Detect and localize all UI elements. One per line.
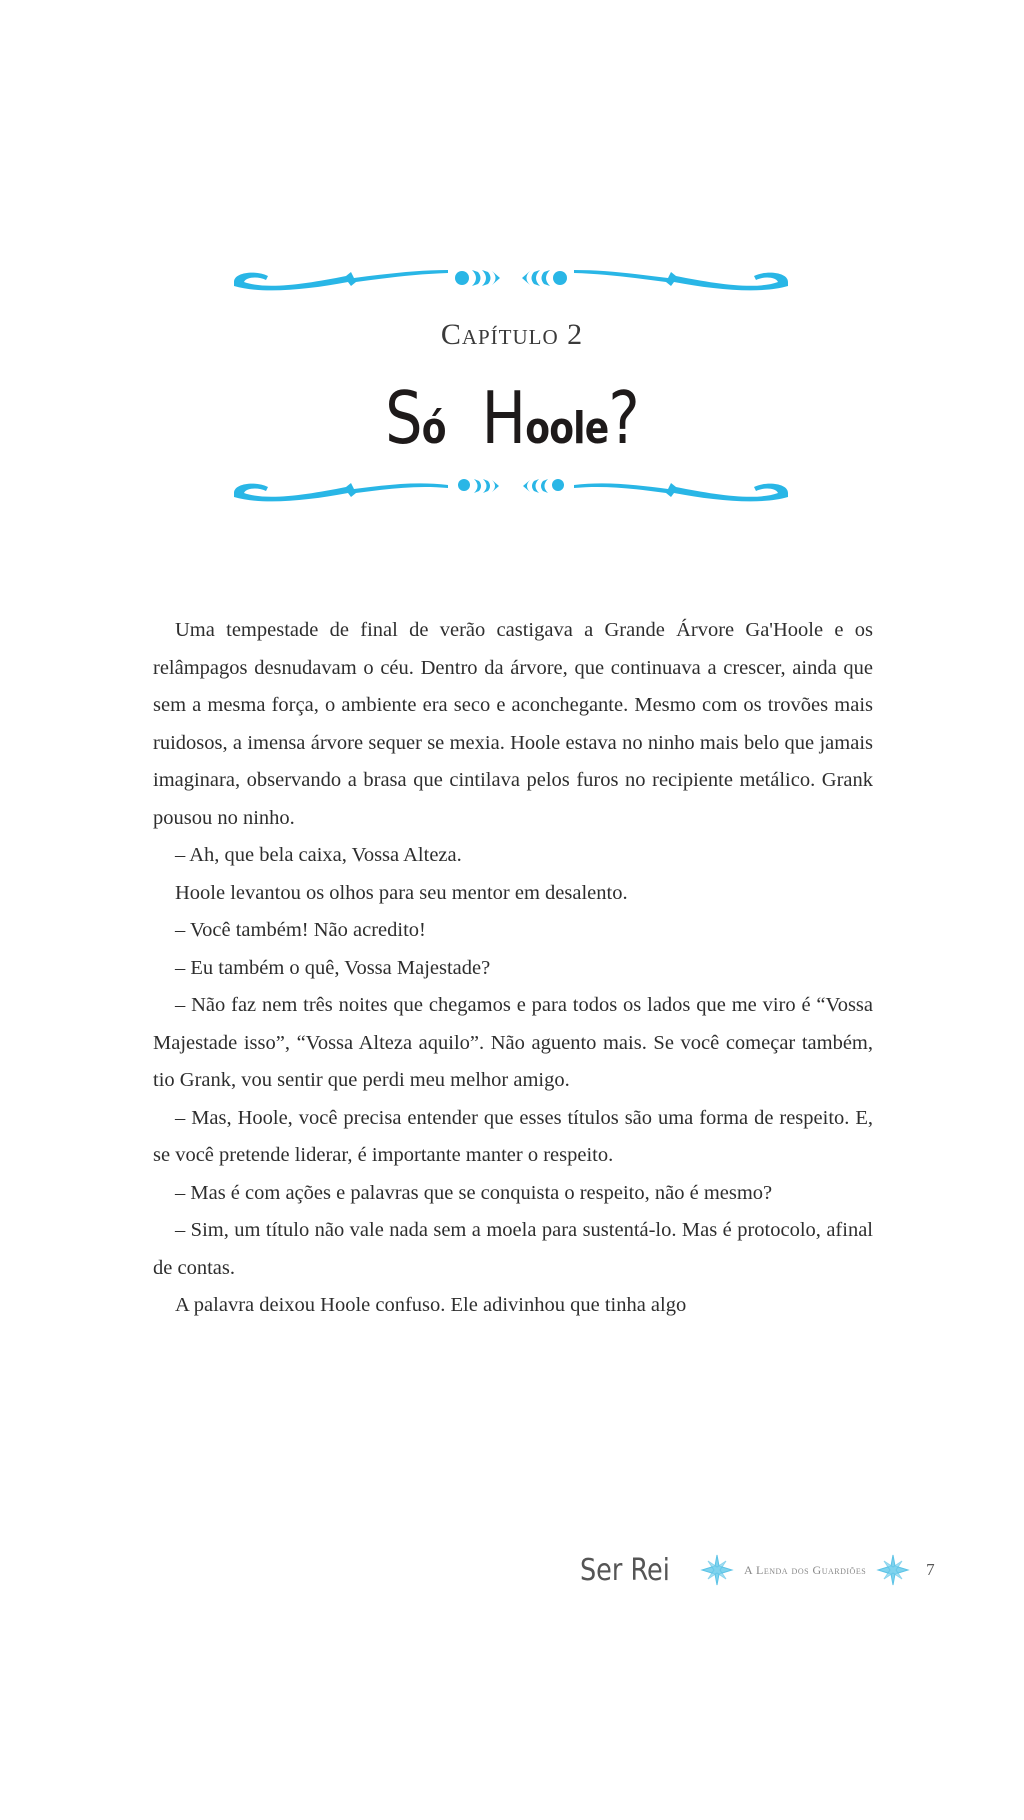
paragraph: A palavra deixou Hoole confuso. Ele adivinhou que tinha algo [175,1294,687,1316]
chapter-label: Capítulo 2 [440,318,584,351]
paragraph: – Não faz nem três noites que chegamos e para todos os lados que me viro é “Vossa Majestade isso”, “Vossa Alteza aquilo”. Não aguento mais. Se você começar também, tio Grank, vou sentir que perdi meu melhor amigo. [153,994,873,1091]
top-flourish-ornament-icon [226,258,796,298]
paragraph: Hoole levantou os olhos para seu mentor em desalento. [175,881,628,904]
paragraph: – Sim, um título não vale nada sem a moela para sustentá-lo. Mas é protocolo, afinal de contas. [153,1219,873,1279]
book-title: Ser Rei [580,1552,670,1588]
chapter-body-text [153,612,873,1325]
snowflake-ornament-icon [700,1553,734,1587]
title-letter: ? [608,376,639,460]
series-title: A Lenda dos Guardiões [744,1562,867,1577]
snowflake-ornament-icon [876,1553,910,1587]
paragraph: – Mas, Hoole, você precisa entender que esses títulos são uma forma de respeito. E, se você pretende liderar, é importante manter o respeito. [153,1106,873,1166]
paragraph: – Ah, que bela caixa, Vossa Alteza. [175,844,462,866]
title-letter: H [481,376,526,460]
paragraph: – Mas é com ações e palavras que se conquista o respeito, não é mesmo? [175,1181,773,1204]
title-letter: oole [525,403,609,454]
title-letter: ó [421,403,446,454]
paragraph: Uma tempestade de final de verão castigava a Grande Árvore Ga'Hoole e os relâmpagos desnudavam o céu. Dentro da árvore, que continuava a crescer, ainda que sem a mesma força, o ambiente era seco e aconchegante. Mesmo com os trovões mais ruidosos, a imensa árvore sequer se mexia. Hoole estava no ninho mais belo que jamais imaginara, observando a brasa que cintilava pelos furos no recipiente metálico. Grank pousou no ninho. [153,619,873,829]
bottom-flourish-ornament-icon [226,465,796,505]
page-number: 7 [926,1560,935,1579]
title-letter: S [385,376,422,460]
paragraph: – Você também! Não acredito! [175,919,426,941]
paragraph: – Eu também o quê, Vossa Majestade? [175,956,491,979]
page-footer [580,1545,935,1595]
chapter-title [92,378,932,469]
